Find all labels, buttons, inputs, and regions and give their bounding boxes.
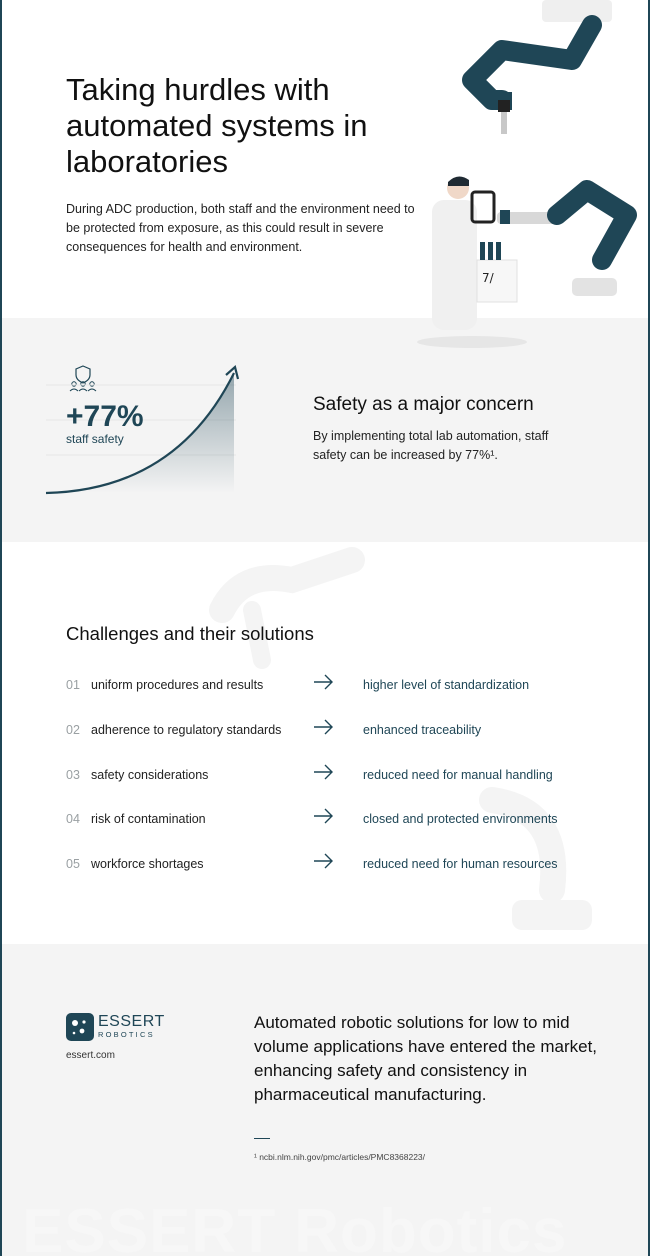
safety-text: By implementing total lab automation, staff safety can be increased by 77%¹. — [313, 429, 549, 462]
challenge-text: risk of contamination — [91, 812, 206, 826]
scientist-illustration — [412, 170, 650, 350]
intro-text: During ADC production, both staff and the environment need to be protected from exposure, as this could result in severe consequences for health and environment. — [66, 202, 415, 254]
stat-value: +77% — [66, 400, 144, 433]
solution-text: reduced need for human resources — [363, 857, 558, 871]
solution-text: reduced need for manual handling — [363, 768, 553, 782]
challenge-row — [66, 678, 606, 700]
arrow-right-icon — [312, 762, 336, 782]
page-title: Taking hurdles with automated systems in laboratories — [66, 72, 368, 179]
footnote: ¹ ncbi.nlm.nih.gov/pmc/articles/PMC8368223/ — [254, 1152, 426, 1162]
challenge-text: adherence to regulatory standards — [91, 723, 282, 737]
challenge-row — [66, 857, 606, 879]
logo-subtitle: ROBOTICS — [98, 1030, 155, 1039]
background-robot-icon — [202, 550, 402, 690]
row-number: 02 — [66, 723, 80, 737]
challenge-text: workforce shortages — [91, 857, 204, 871]
challenge-row — [66, 812, 606, 834]
watermark: ESSERT Robotics — [22, 1197, 568, 1256]
arrow-right-icon — [312, 672, 336, 692]
logo-name: ESSERT — [98, 1013, 165, 1030]
challenge-row — [66, 723, 606, 745]
challenge-row — [66, 768, 606, 790]
challenge-text: uniform procedures and results — [91, 678, 264, 692]
safety-heading: Safety as a major concern — [313, 394, 534, 415]
solution-text: enhanced traceability — [363, 723, 482, 737]
arrow-right-icon — [312, 806, 336, 826]
row-number: 03 — [66, 768, 80, 782]
row-number: 05 — [66, 857, 80, 871]
closing-statement: Automated robotic solutions for low to mid volume applications have entered the market, enhancing safety and consistency in pharmaceutical manufacturing. — [254, 1013, 598, 1104]
svg-text:7/: 7/ — [482, 271, 494, 285]
robot-arm-icon — [442, 0, 650, 140]
arrow-right-icon — [312, 717, 336, 737]
row-number: 01 — [66, 678, 80, 692]
essert-logo-icon — [66, 1013, 94, 1041]
solution-text: higher level of standardization — [363, 678, 530, 692]
challenge-text: safety considerations — [91, 768, 209, 782]
footnote-divider — [254, 1138, 270, 1139]
solution-text: closed and protected environments — [363, 812, 558, 826]
website-link[interactable]: essert.com — [66, 1050, 115, 1061]
arrow-right-icon — [312, 851, 336, 871]
stat-label: staff safety — [66, 432, 124, 446]
challenges-heading: Challenges and their solutions — [66, 623, 314, 644]
row-number: 04 — [66, 812, 80, 826]
